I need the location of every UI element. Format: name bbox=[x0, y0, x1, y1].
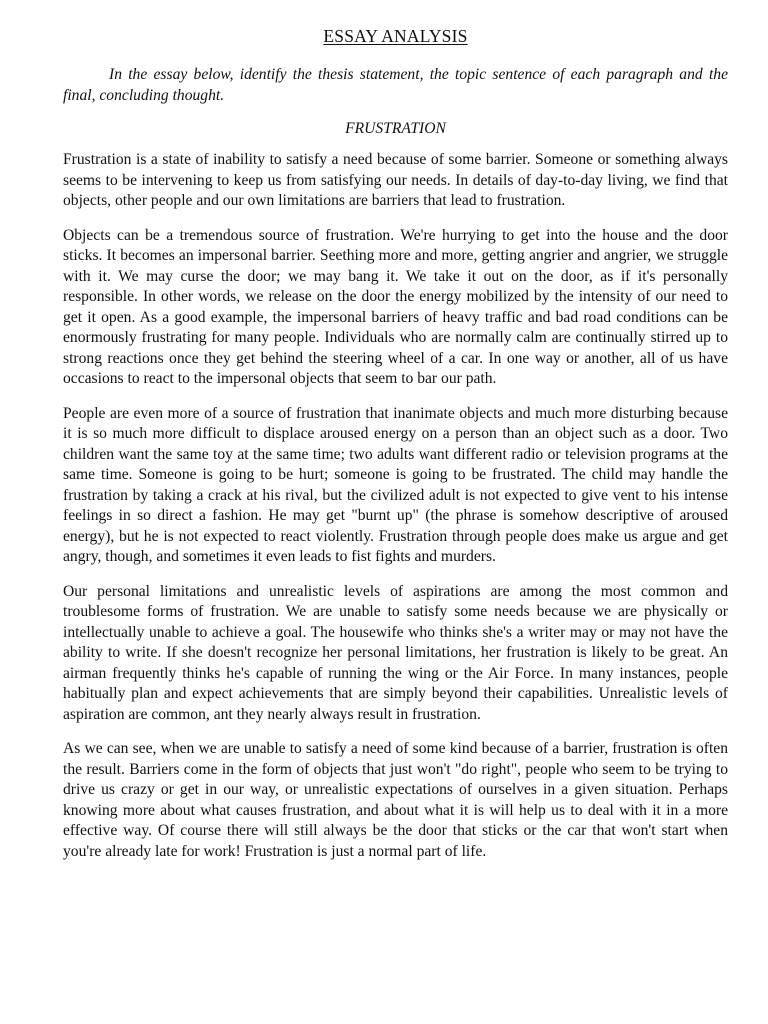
paragraph-conclusion: As we can see, when we are unable to satisfy a need of some kind because of a barrier, frustration is often the result. Barriers come in the form of objects that just won't "do right", people who seem to be trying to drive us crazy or get in our way, or unrealistic expectations of ourselves in a given situation. Perhaps knowing more about what causes frustration, and about what it is will help us to deal with it in a more effective way. Of course there will still always be the door that sticks or the car that won't start when you're already late for work! Frustration is just a normal part of life. bbox=[63, 740, 728, 860]
paragraph-objects: Objects can be a tremendous source of frustration. We're hurrying to get into the house and the door sticks. It becomes an impersonal barrier. Seething more and more, getting angrier and angrier, we struggle with it. We may curse the door; we may bang it. We take it out on the door, as if it's personally responsible. In other words, we release on the door the energy mobilized by the intensity of our need to get it open. As a good example, the impersonal barriers of heavy traffic and bad road conditions can be enormously frustrating for many people. Individuals who are normally calm are continually stirred up to strong reactions once they get behind the steering wheel of a car. In one way or another, all of us have occasions to react to the impersonal objects that seem to bar our path. bbox=[63, 226, 728, 387]
paragraph-people: People are even more of a source of frustration that inanimate objects and much more disturbing because it is so much more difficult to displace aroused energy on a person than an object such as a door. Two children want the same toy at the same time; two adults want different radio or television programs at the same time. Someone is going to be hurt; someone is going to be frustrated. The child may handle the frustration by taking a crack at his rival, but the civilized adult is not expected to give vent to his intense feelings in so direct a fashion. He may get "burnt up" (the phrase is somehow descriptive of aroused energy), but he is not expected to react violently. Frustration through people does make us argue and get angry, though, and sometimes it even leads to fist fights and murders. bbox=[63, 404, 728, 565]
document-title: ESSAY ANALYSIS bbox=[323, 26, 468, 46]
paragraph-introduction: Frustration is a state of inability to satisfy a need because of some barrier. Someone or something always seems to be intervening to keep us from satisfying our needs. In details of day-to-day living, we find that objects, other people and our own limitations are barriers that lead to frustration. bbox=[63, 151, 728, 209]
essay-title: FRUSTRATION bbox=[345, 120, 446, 137]
instructions-text: In the essay below, identify the thesis statement, the topic sentence of each paragraph and the final, concluding thought. bbox=[63, 66, 728, 104]
paragraph-limitations: Our personal limitations and unrealistic levels of aspirations are among the most common and troublesome forms of frustration. We are unable to satisfy some needs because we are physically or intellectually unable to achieve a goal. The housewife who thinks she's a writer may or may not have the ability to write. If she doesn't recognize her personal limitations, her frustration is likely to be great. An airman frequently thinks he's capable of running the wing or the Air Force. In many instances, people habitually plan and expect achievements that are simply beyond their capabilities. Unrealistic levels of aspiration are common, ant they nearly always result in frustration. bbox=[63, 582, 728, 723]
document-page bbox=[63, 26, 728, 876]
